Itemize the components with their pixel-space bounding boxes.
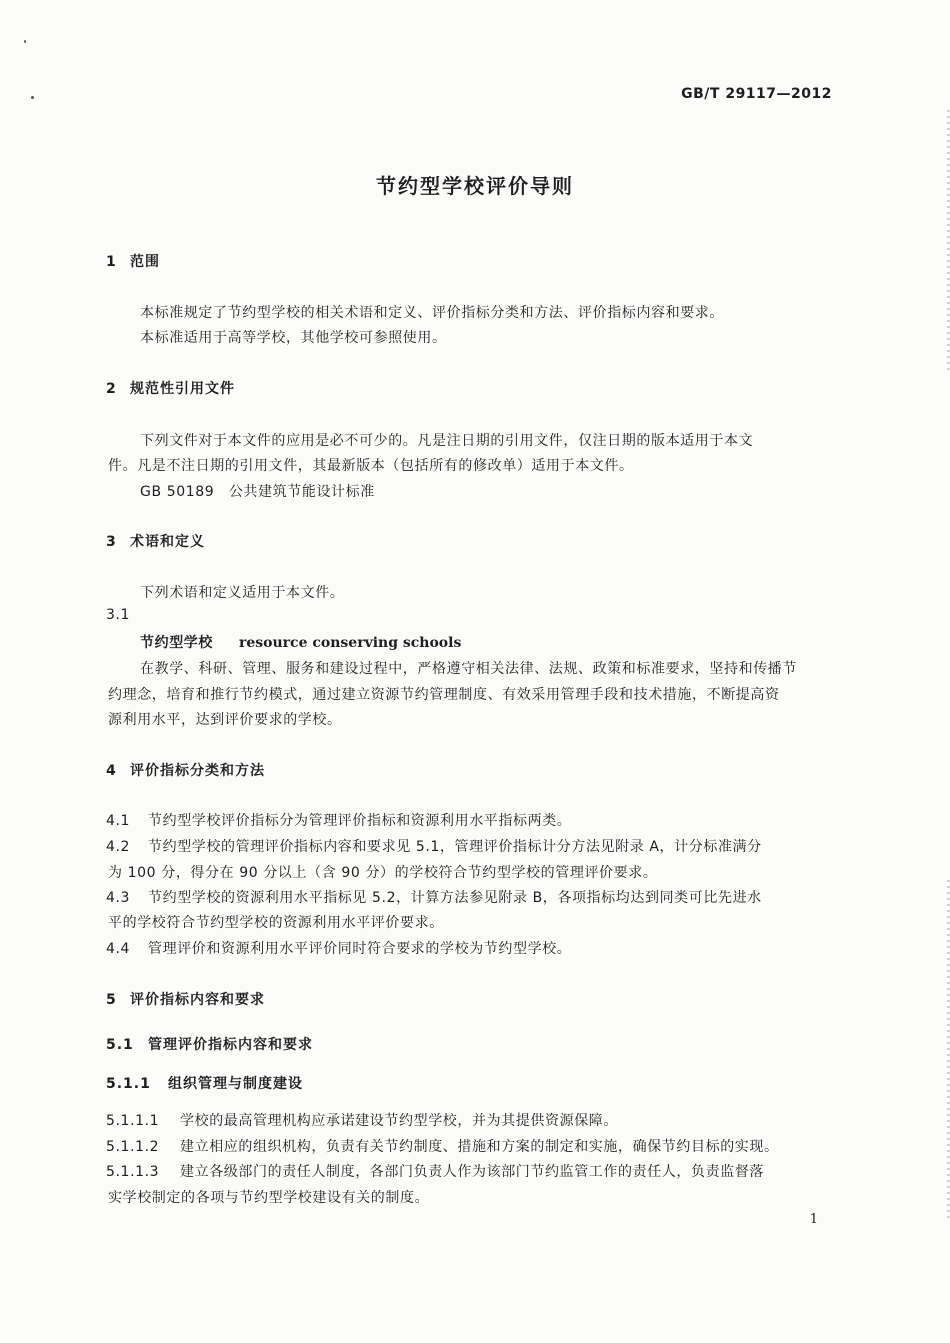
clause-5-1-1-3: 5.1.1.3 建立各级部门的责任人制度，各部门负责人作为该部门节约监管工作的责任人，负责监督落 bbox=[106, 1164, 764, 1180]
section-2-paragraph: 下列文件对于本文件的应用是必不可少的。凡是注日期的引用文件，仅注日期的版本适用于本文 bbox=[140, 433, 754, 449]
section-3-heading: 3 术语和定义 bbox=[106, 534, 205, 550]
document-title: 节约型学校评价导则 bbox=[376, 174, 574, 198]
scan-speck bbox=[24, 40, 26, 43]
clause-5-1-1-3-cont: 实学校制定的各项与节约型学校建设有关的制度。 bbox=[108, 1190, 430, 1206]
clause-4-2-cont: 为 100 分，得分在 90 分以上（含 90 分）的学校符合节约型学校的管理评价要求。 bbox=[108, 865, 658, 881]
term-definition: 约理念，培育和推行节约模式，通过建立资源节约管理制度、有效采用管理手段和技术措施，不断提高资 bbox=[108, 687, 780, 703]
term-definition: 在教学、科研、管理、服务和建设过程中，严格遵守相关法律、法规、政策和标准要求，坚持和传播节 bbox=[140, 661, 797, 677]
term-english: resource conserving schools bbox=[239, 635, 462, 651]
section-4-heading: 4 评价指标分类和方法 bbox=[106, 763, 265, 779]
section-2-heading: 2 规范性引用文件 bbox=[106, 381, 235, 397]
standard-number: GB/T 29117—2012 bbox=[681, 86, 832, 102]
clause-4-1: 4.1 节约型学校评价指标分为管理评价指标和资源利用水平指标两类。 bbox=[106, 813, 572, 829]
term-definition: 源利用水平，达到评价要求的学校。 bbox=[108, 712, 342, 728]
section-2-paragraph: 件。凡是不注日期的引用文件，其最新版本（包括所有的修改单）适用于本文件。 bbox=[108, 458, 634, 474]
page-number: 1 bbox=[809, 1212, 818, 1227]
clause-4-3: 4.3 节约型学校的资源利用水平指标见 5.2，计算方法参见附录 B，各项指标均达到同类可比先进水 bbox=[106, 890, 762, 906]
clause-4-3-cont: 平的学校符合节约型学校的资源利用水平评价要求。 bbox=[108, 915, 444, 931]
clause-4-2: 4.2 节约型学校的管理评价指标内容和要求见 5.1，管理评价指标计分方法见附录 A，计分标准满分 bbox=[106, 839, 762, 855]
subsection-5-1-1-heading: 5.1.1 组织管理与制度建设 bbox=[106, 1076, 303, 1092]
scan-speck bbox=[31, 96, 34, 99]
term-entry bbox=[140, 632, 461, 652]
section-5-heading: 5 评价指标内容和要求 bbox=[106, 992, 265, 1008]
clause-4-4: 4.4 管理评价和资源利用水平评价同时符合要求的学校为节约型学校。 bbox=[106, 941, 572, 957]
clause-5-1-1-2: 5.1.1.2 建立相应的组织机构，负责有关节约制度、措施和方案的制定和实施，确保节约目标的实现。 bbox=[106, 1139, 779, 1155]
normative-reference: GB 50189 公共建筑节能设计标准 bbox=[140, 484, 375, 500]
clause-5-1-1-1: 5.1.1.1 学校的最高管理机构应承诺建设节约型学校，并为其提供资源保障。 bbox=[106, 1113, 618, 1129]
section-3-paragraph: 下列术语和定义适用于本文件。 bbox=[140, 585, 345, 601]
term-chinese: 节约型学校 bbox=[140, 635, 213, 651]
term-number: 3.1 bbox=[106, 607, 131, 623]
section-1-heading: 1 范围 bbox=[106, 254, 160, 270]
section-1-paragraph: 本标准规定了节约型学校的相关术语和定义、评价指标分类和方法、评价指标内容和要求。 bbox=[140, 305, 724, 321]
section-1-paragraph: 本标准适用于高等学校，其他学校可参照使用。 bbox=[140, 330, 447, 346]
subsection-5-1-heading: 5.1 管理评价指标内容和要求 bbox=[106, 1037, 313, 1053]
